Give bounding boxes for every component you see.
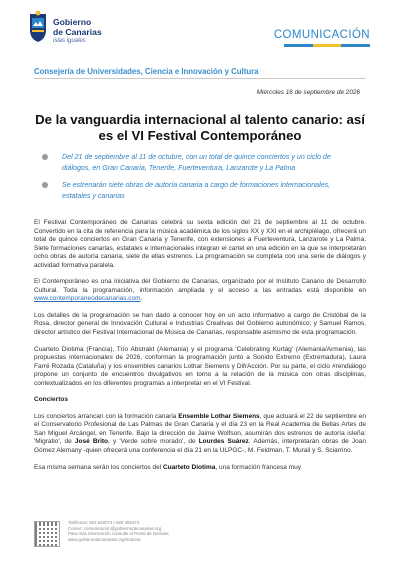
qr-code-icon[interactable] [34, 521, 60, 547]
paragraph [34, 278, 366, 304]
press-body [34, 219, 366, 480]
highlight-text: Se estrenarán siete obras de autoría canaria a cargo de formaciones internacionales, estatales y canarias [62, 181, 331, 200]
bold-text: José Brito [74, 438, 109, 446]
paragraph: Los detalles de la programación se han dado a conocer hoy en un acto informativo a cargo de Cristóbal de la Rosa, director general de Innovación Cultural e Industrias Creativas del Gobierno autonómico; y Samuel Ramos, director artístico del Festival Internacional de Música de Canarias, responsable asimismo de esta programación. [34, 311, 366, 337]
section-color-bar [284, 44, 370, 47]
paragraph: El Festival Contemporáneo de Canarias celebrá su sexta edición del 21 de septiembre al 11 de octubre. Convertido en la cita de referencia para la música académica de los siglos XX y XXI en el archipiélago, ofrecerá un total de quince conciertos en Gran Canaria y Tenerife, con extensiones a Fuerteventura, Lanzarote y La Palma. Siete formaciones canarias, estatales e internacionales integran el cartel en una edición en la que se interpretarán ocho obras de autoría canaria, siete de ellas estrenos. La programación se completa con una serie de diálogos y actividad formativa paralela. [34, 219, 366, 269]
page-footer [34, 519, 366, 559]
bold-text: Cuarteto Diotima [162, 463, 216, 471]
highlight-item [38, 152, 360, 173]
footer-phone: Teléfonos: 922 592073 / 928 455372 [68, 520, 140, 525]
paragraph-text: Los conciertos arrancan con la formación canaria [34, 412, 179, 420]
festival-website-link[interactable]: www.contemporaneodecanarias.com [34, 295, 141, 303]
section-label: COMUNICACIÓN [273, 29, 370, 41]
coat-of-arms-icon [26, 10, 50, 44]
paragraph-text: El Contemporáneo es una iniciativa del Gobierno de Canarias, organizado por el Instituto Canario de Desarrollo Cultural. Toda la programación, información ampliada y el acceso a las entradas está disponible en [34, 278, 366, 294]
footer-email[interactable]: Correo: comunicacion@gobiernodecanarias.org [68, 525, 162, 531]
paragraph-text: , que actuará el 22 de septiembre en el Conservatorio Profesional de Las Palmas de Gran Canaria y el día 23 en la Real Academia de Bellas Artes de San Miguel Arcángel, en Tenerife. Bajo la dirección de Jaime Wolfson, asumirán dos estrenos de autoría isleña: 'Migratio', de [34, 412, 366, 446]
paragraph-text: , y 'Verde sobre morado', de [108, 438, 199, 446]
bold-text: Ensemble Lothar Siemens [178, 412, 260, 420]
paragraph: Cuarteto Diotima (Francia), Trío Abstrakt (Alemania) y el programa 'Celebrating Kurtág' (Alemania/Armenia), las propuestas internacionales de 2026, conforman la programación junto a Sonido Extremo (Extremadura), Laura Farré Rozada (Cataluña) y los ensembles canarios Lothar Siemens y DifrAcción. Por su parte, el ciclo #rendiálogo propone un conjunto de encuentros divulgativos en torno a la relación de la música con otras disciplinas, contextualizados en los diferentes programas a interpretar en el VI Festival. [34, 345, 366, 387]
highlight-item [38, 180, 360, 201]
paragraph-text: , una formación francesa muy [215, 463, 301, 471]
bullet-icon [42, 182, 48, 188]
paragraph [34, 413, 366, 456]
logo-line-2: de Canarias [53, 26, 102, 37]
department-name: Consejería de Universidades, Ciencia e Innovación y Cultura [34, 67, 259, 76]
logo-wordmark [53, 18, 102, 47]
footer-contact [68, 520, 169, 542]
footer-info: Para más información consulte el Portal de Noticias [68, 531, 169, 537]
paragraph-text: . Además, interpretarán obras de Joan Gómez Alemany -quien ofrecerá una conferencia el día 21 en la ULPGC-, M. Feldman, T. Murail y S. Sciarrino. [34, 438, 366, 455]
section-heading: Conciertos [34, 396, 68, 404]
gobierno-de-canarias-logo[interactable] [26, 10, 146, 54]
logo-line-1: Gobierno [53, 17, 92, 27]
press-title: De la vanguardia internacional al talento canario: así es el VI Festival Contemporáneo [35, 112, 365, 143]
paragraph [34, 464, 366, 473]
bold-text: Lourdes Suárez [198, 438, 249, 446]
bullet-icon [42, 154, 48, 160]
paragraph-text: . [140, 295, 143, 303]
press-date: Miércoles 16 de septiembre de 2026 [256, 89, 360, 96]
footer-news-link[interactable]: www.gobiernodecanarias.org/noticias [68, 536, 141, 542]
logo-tagline: islas iguales [53, 38, 86, 44]
paragraph-text: Esa misma semana serán los conciertos del [34, 463, 163, 471]
page-header [0, 0, 400, 60]
highlights-list [38, 152, 360, 208]
highlight-text: Del 21 de septiembre al 11 de octubre, con un total de quince conciertos y un ciclo de diálogos, en Gran Canaria, Tenerife, Fuerteventura, Lanzarote y La Palma [62, 153, 331, 172]
header-divider [34, 78, 366, 79]
